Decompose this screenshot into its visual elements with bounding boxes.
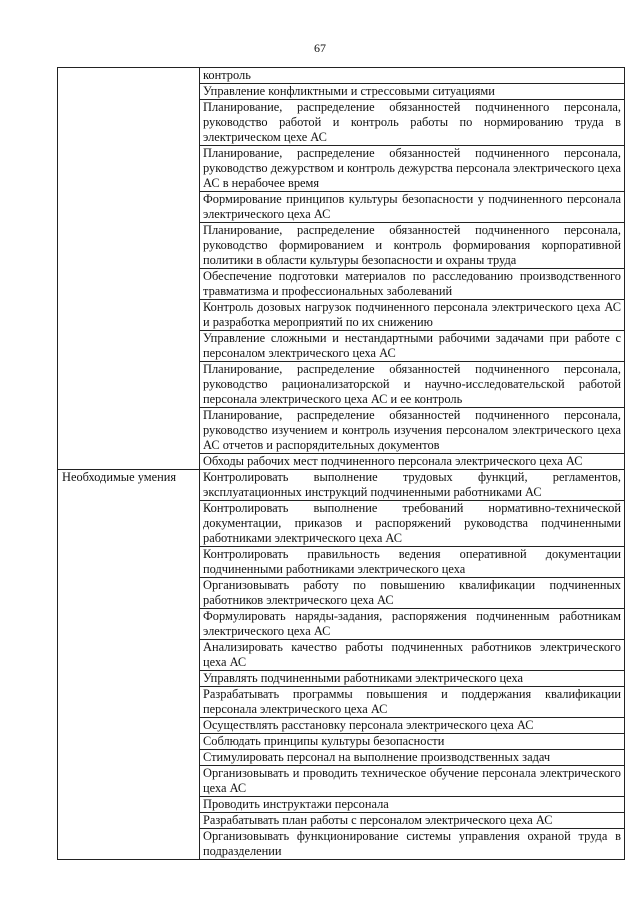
table-cell: Разрабатывать план работы с персоналом электрического цеха АС bbox=[200, 813, 625, 829]
table-cell: Стимулировать персонал на выполнение производственных задач bbox=[200, 750, 625, 766]
table-cell: Контролировать правильность ведения оперативной документации подчиненными работниками электрического цеха bbox=[200, 547, 625, 578]
table-cell: Соблюдать принципы культуры безопасности bbox=[200, 734, 625, 750]
table-cell: Организовывать и проводить техническое обучение персонала электрического цеха АС bbox=[200, 766, 625, 797]
table-cell: Управление конфликтными и стрессовыми ситуациями bbox=[200, 84, 625, 100]
continuation-label-cell bbox=[58, 68, 200, 470]
table-cell: Формулировать наряды-задания, распоряжения подчиненным работникам электрического цеха АС bbox=[200, 609, 625, 640]
table-cell: Планирование, распределение обязанностей подчиненного персонала, руководство рационализаторской и научно-исследовательской работой персонала электрического цеха АС и ее контроль bbox=[200, 362, 625, 408]
table-cell: Планирование, распределение обязанностей подчиненного персонала, руководство работой и контроль работы по нормированию труда в электрическом цехе АС bbox=[200, 100, 625, 146]
table-cell: Разрабатывать программы повышения и поддержания квалификации персонала электрического цеха АС bbox=[200, 687, 625, 718]
table-cell: Управление сложными и нестандартными рабочими задачами при работе с персоналом электрического цеха АС bbox=[200, 331, 625, 362]
table-cell: Контролировать выполнение трудовых функций, регламентов, эксплуатационных инструкций подчиненными работниками АС bbox=[200, 470, 625, 501]
table-cell: Контролировать выполнение требований нормативно-технической документации, приказов и распоряжений руководства подчиненными работниками электрического цеха АС bbox=[200, 501, 625, 547]
table-cell: Планирование, распределение обязанностей подчиненного персонала, руководство дежурством и контроль дежурства персонала электрического цеха АС в нерабочее время bbox=[200, 146, 625, 192]
table-cell: Обеспечение подготовки материалов по расследованию производственного травматизма и профессиональных заболеваний bbox=[200, 269, 625, 300]
table-cell: Осуществлять расстановку персонала электрического цеха АС bbox=[200, 718, 625, 734]
page-number: 67 bbox=[314, 41, 326, 55]
table-cell: контроль bbox=[200, 68, 625, 84]
table-cell: Формирование принципов культуры безопасности у подчиненного персонала электрического цеха АС bbox=[200, 192, 625, 223]
competency-table bbox=[57, 67, 625, 860]
table-cell: Планирование, распределение обязанностей подчиненного персонала, руководство формированием и контроль формирования корпоративной политики в области культуры безопасности и охраны труда bbox=[200, 223, 625, 269]
table-cell: Контроль дозовых нагрузок подчиненного персонала электрического цеха АС и разработка мероприятий по их снижению bbox=[200, 300, 625, 331]
table-cell: Организовывать функционирование системы управления охраной труда в подразделении bbox=[200, 829, 625, 860]
table-cell: Организовывать работу по повышению квалификации подчиненных работников электрического цеха АС bbox=[200, 578, 625, 609]
table-row bbox=[58, 470, 625, 501]
skills-label-cell: Необходимые умения bbox=[58, 470, 200, 860]
table-cell: Планирование, распределение обязанностей подчиненного персонала, руководство изучением и контроль изучения персоналом электрического цеха АС отчетов и распорядительных документов bbox=[200, 408, 625, 454]
table-cell: Анализировать качество работы подчиненных работников электрического цеха АС bbox=[200, 640, 625, 671]
table-row bbox=[58, 68, 625, 84]
table-cell: Проводить инструктажи персонала bbox=[200, 797, 625, 813]
table-cell: Обходы рабочих мест подчиненного персонала электрического цеха АС bbox=[200, 454, 625, 470]
table-cell: Управлять подчиненными работниками электрического цеха bbox=[200, 671, 625, 687]
